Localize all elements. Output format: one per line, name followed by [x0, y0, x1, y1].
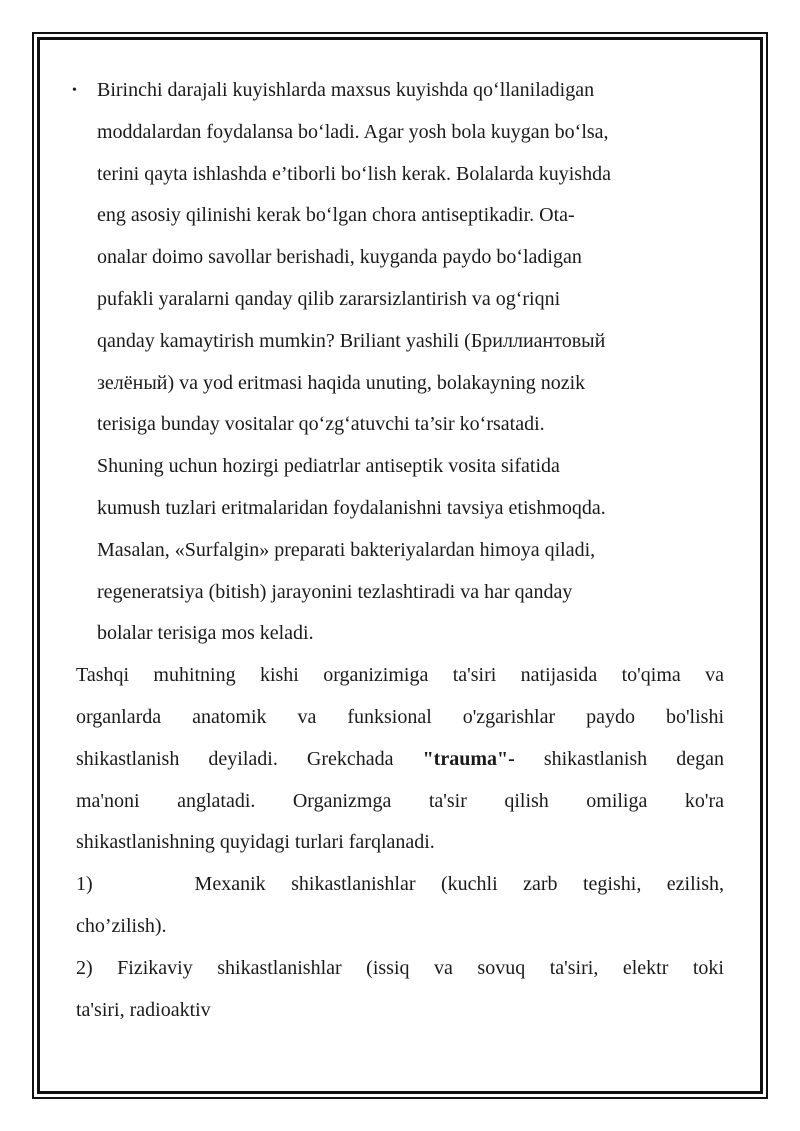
- bullet-line: moddalardan foydalansa bo‘ladi. Agar yosh bola kuygan bo‘lsa,: [97, 120, 609, 143]
- bullet-line: зелёный) va yod eritmasi haqida unuting, bolakayning nozik: [97, 371, 586, 394]
- list-item-line: ta'siri, radioaktiv: [76, 998, 211, 1021]
- bullet-line: pufakli yaralarni qanday qilib zararsizlantirish va og‘riqni: [97, 287, 561, 310]
- list-item-line: 2) Fizikaviy shikastlanishlar (issiq va sovuq ta'siri, elektr toki: [76, 956, 724, 979]
- bullet-line: terisiga bunday vositalar qo‘zg‘atuvchi ta’sir ko‘rsatadi.: [97, 413, 545, 436]
- bullet-line: Masalan, «Surfalgin» preparati bakteriyalardan himoya qiladi,: [97, 538, 596, 561]
- paragraph-line: Tashqi muhitning kishi organizimiga ta'siri natijasida to'qima va: [76, 664, 724, 687]
- paragraph-text: shikastlanish deyiladi. Grekchada: [76, 747, 423, 770]
- bullet-line: regeneratsiya (bitish) jarayonini tezlashtiradi va har qanday: [97, 580, 573, 603]
- paragraph-line: [76, 739, 724, 781]
- trauma-definition-paragraph: [76, 655, 724, 864]
- bullet-line: Shuning uchun hozirgi pediatrlar antiseptik vosita sifatida: [97, 455, 560, 478]
- trauma-term: "trauma"-: [422, 747, 515, 770]
- list-item-line: 1) Mexanik shikastlanishlar (kuchli zarb tegishi, ezilish,: [76, 873, 724, 896]
- list-item-line: cho’zilish).: [76, 914, 167, 937]
- bullet-line: kumush tuzlari eritmalaridan foydalanishni tavsiya etishmoqda.: [97, 496, 606, 519]
- list-item-physical: [76, 948, 724, 1032]
- paragraph-text: shikastlanish degan: [514, 747, 724, 770]
- document-body: [72, 70, 724, 1031]
- bullet-line: onalar doimo savollar berishadi, kuyganda paydo bo‘ladigan: [97, 246, 582, 269]
- bullet-line: Birinchi darajali kuyishlarda maxsus kuyishda qo‘llaniladigan: [97, 79, 595, 101]
- bullet-line: eng asosiy qilinishi kerak bo‘lgan chora antiseptikadir. Ota-: [97, 204, 575, 227]
- paragraph-line: ma'noni anglatadi. Organizmga ta'sir qilish omiliga ko'ra: [76, 789, 724, 812]
- bullet-marker: •: [72, 83, 77, 98]
- paragraph-line: organlarda anatomik va funksional o'zgarishlar paydo bo'lishi: [76, 705, 724, 728]
- paragraph-line: shikastlanishning quyidagi turlari farqlanadi.: [76, 831, 435, 854]
- bullet-line: terini qayta ishlashda e’tiborli bo‘lish kerak. Bolalarda kuyishda: [97, 162, 611, 185]
- bullet-line: qanday kamaytirish mumkin? Briliant yashili (Бриллиантовый: [97, 329, 606, 352]
- bullet-paragraph: [72, 70, 724, 655]
- bullet-line: bolalar terisiga mos keladi.: [97, 622, 314, 645]
- list-item-mechanical: [76, 864, 724, 948]
